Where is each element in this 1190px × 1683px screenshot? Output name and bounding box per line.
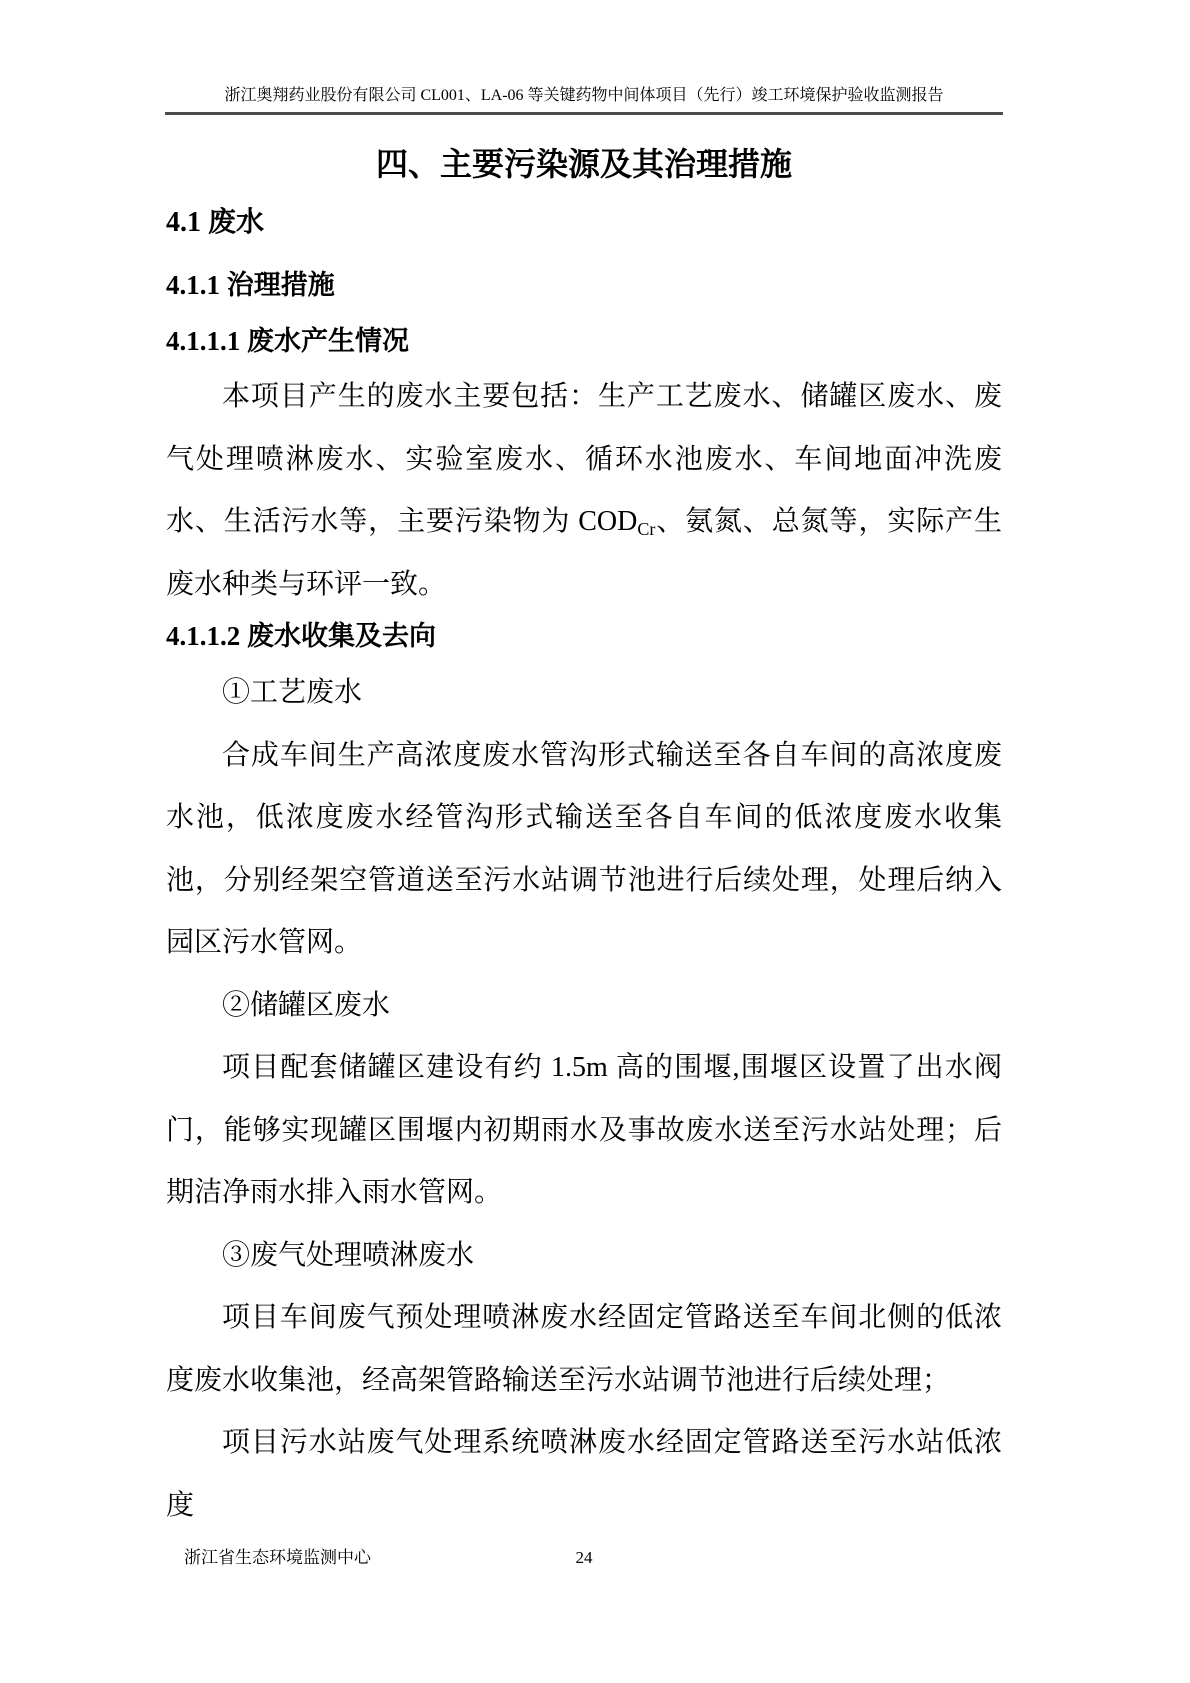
list-item-tank-farm-wastewater: ②储罐区废水	[222, 989, 391, 1021]
paragraph-text-after-subscript: 、氨氮、总氮等，实际产生废水种类与环评一致。	[166, 506, 1002, 600]
section-heading-4-1: 4.1 废水	[166, 207, 265, 238]
section-heading-4-1-1-2: 4.1.1.2 废水收集及去向	[166, 621, 436, 651]
chapter-title: 四、主要污染源及其治理措施	[375, 146, 792, 182]
paragraph-process-wastewater: 合成车间生产高浓度废水管沟形式输送至各自车间的高浓度废水池，低浓度废水经管沟形式输送至各自车间的低浓度废水收集池，分别经架空管道送至污水站调节池进行后续处理，处理后纳入园区污水管网。	[166, 739, 1002, 958]
section-heading-4-1-1: 4.1.1 治理措施	[166, 270, 335, 300]
running-header-text: 浙江奥翔药业股份有限公司 CL001、LA-06 等关键药物中间体项目（先行）竣工环境保护验收监测报告	[224, 87, 944, 104]
page-content	[166, 130, 1002, 1537]
page-running-header	[165, 84, 1003, 115]
cod-subscript: Cr	[637, 519, 656, 539]
section-heading-4-1-1-1: 4.1.1.1 废水产生情况	[166, 326, 409, 356]
list-item-spray-wastewater: ③废气处理喷淋废水	[222, 1239, 475, 1271]
paragraph-wastewater-overview	[166, 366, 1002, 616]
page-number: 24	[575, 1548, 593, 1567]
footer-organization: 浙江省生态环境监测中心	[184, 1548, 371, 1567]
paragraph-text-before-subscript: 本项目产生的废水主要包括：生产工艺废水、储罐区废水、废气处理喷淋废水、实验室废水、循环水池废水、车间地面冲洗废水、生活污水等，主要污染物为 COD	[166, 381, 1002, 537]
list-item-process-wastewater: ①工艺废水	[222, 677, 363, 708]
paragraph-tank-farm-wastewater: 项目配套储罐区建设有约 1.5m 高的围堰,围堰区设置了出水阀门，能够实现罐区围堰内初期雨水及事故废水送至污水站处理；后期洁净雨水排入雨水管网。	[166, 1052, 1002, 1208]
paragraph-workshop-spray-wastewater: 项目车间废气预处理喷淋废水经固定管路送至车间北侧的低浓度废水收集池，经高架管路输送至污水站调节池进行后续处理；	[166, 1302, 1002, 1396]
paragraph-sewage-station-spray-wastewater: 项目污水站废气处理系统喷淋废水经固定管路送至污水站低浓度	[166, 1427, 1002, 1521]
